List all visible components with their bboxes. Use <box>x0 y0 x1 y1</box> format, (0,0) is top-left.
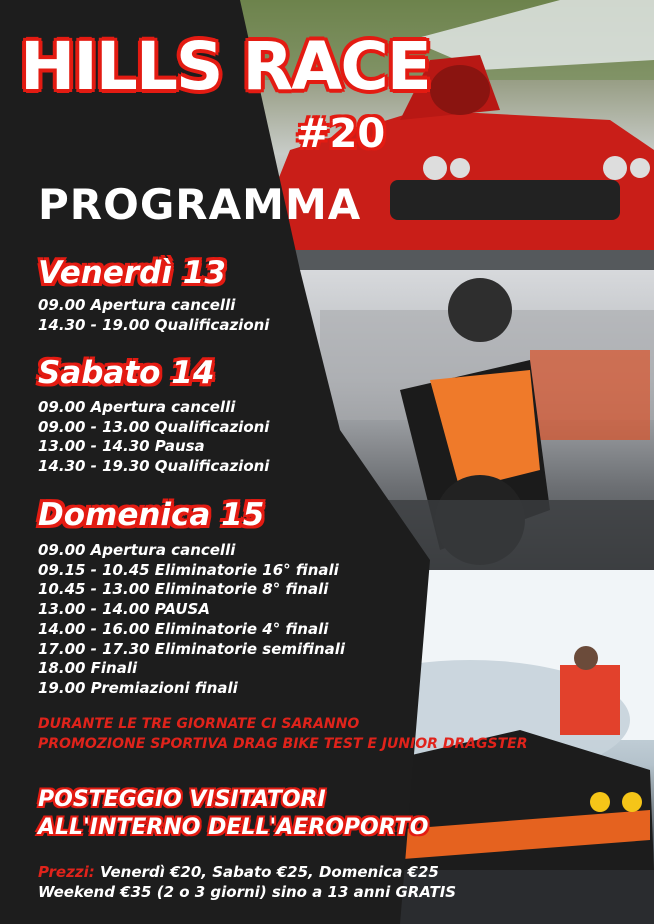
prices-line: Venerdì €20, Sabato €25, Domenica €25 <box>99 863 439 881</box>
schedule-item: 10.45 - 13.00 Eliminatorie 8° finali <box>38 580 329 599</box>
schedule-item: 13.00 - 14.00 PAUSA <box>38 600 210 619</box>
schedule-item: 09.00 Apertura cancelli <box>38 398 236 416</box>
schedule-item: 14.30 - 19.30 Qualificazioni <box>38 457 270 476</box>
schedule-item: 09.15 - 10.45 Eliminatorie 16° finali <box>38 560 339 579</box>
schedule-friday <box>38 296 269 335</box>
parking-info-line: ALL'INTERNO DELL'AEROPORTO <box>38 815 429 840</box>
promotion-note <box>38 714 528 754</box>
schedule-item: 19.00 Premiazioni finali <box>38 678 238 697</box>
schedule-item: 17.00 - 17.30 Eliminatorie semifinali <box>38 639 346 658</box>
day-heading-sunday: Domenica 15 <box>38 497 265 533</box>
prices-line: Weekend €35 (2 o 3 giorni) sino a 13 anni GRATIS <box>38 883 457 901</box>
schedule-item: 09.00 Apertura cancelli <box>38 541 236 559</box>
parking-info <box>38 786 428 842</box>
schedule-item: 14.30 - 19.00 Qualificazioni <box>38 315 270 334</box>
schedule-item: 18.00 Finali <box>38 659 138 678</box>
day-heading-saturday: Sabato 14 <box>38 355 215 391</box>
event-title: HILLS RACE <box>20 28 430 105</box>
program-heading: PROGRAMMA <box>38 180 362 229</box>
promotion-note-line: DURANTE LE TRE GIORNATE CI SARANNO <box>38 716 360 732</box>
event-edition: #20 <box>296 111 386 157</box>
schedule-saturday <box>38 398 269 477</box>
ticket-prices <box>38 862 456 902</box>
prices-label: Prezzi: <box>38 863 95 881</box>
schedule-sunday <box>38 541 345 699</box>
parking-info-line: POSTEGGIO VISITATORI <box>38 787 326 812</box>
schedule-item: 13.00 - 14.30 Pausa <box>38 437 205 456</box>
schedule-item: 09.00 Apertura cancelli <box>38 296 236 314</box>
promotion-note-line: PROMOZIONE SPORTIVA DRAG BIKE TEST E JUNIOR DRAGSTER <box>38 736 528 752</box>
day-heading-friday: Venerdì 13 <box>38 255 226 291</box>
schedule-item: 09.00 - 13.00 Qualificazioni <box>38 417 270 436</box>
schedule-item: 14.00 - 16.00 Eliminatorie 4° finali <box>38 619 329 638</box>
